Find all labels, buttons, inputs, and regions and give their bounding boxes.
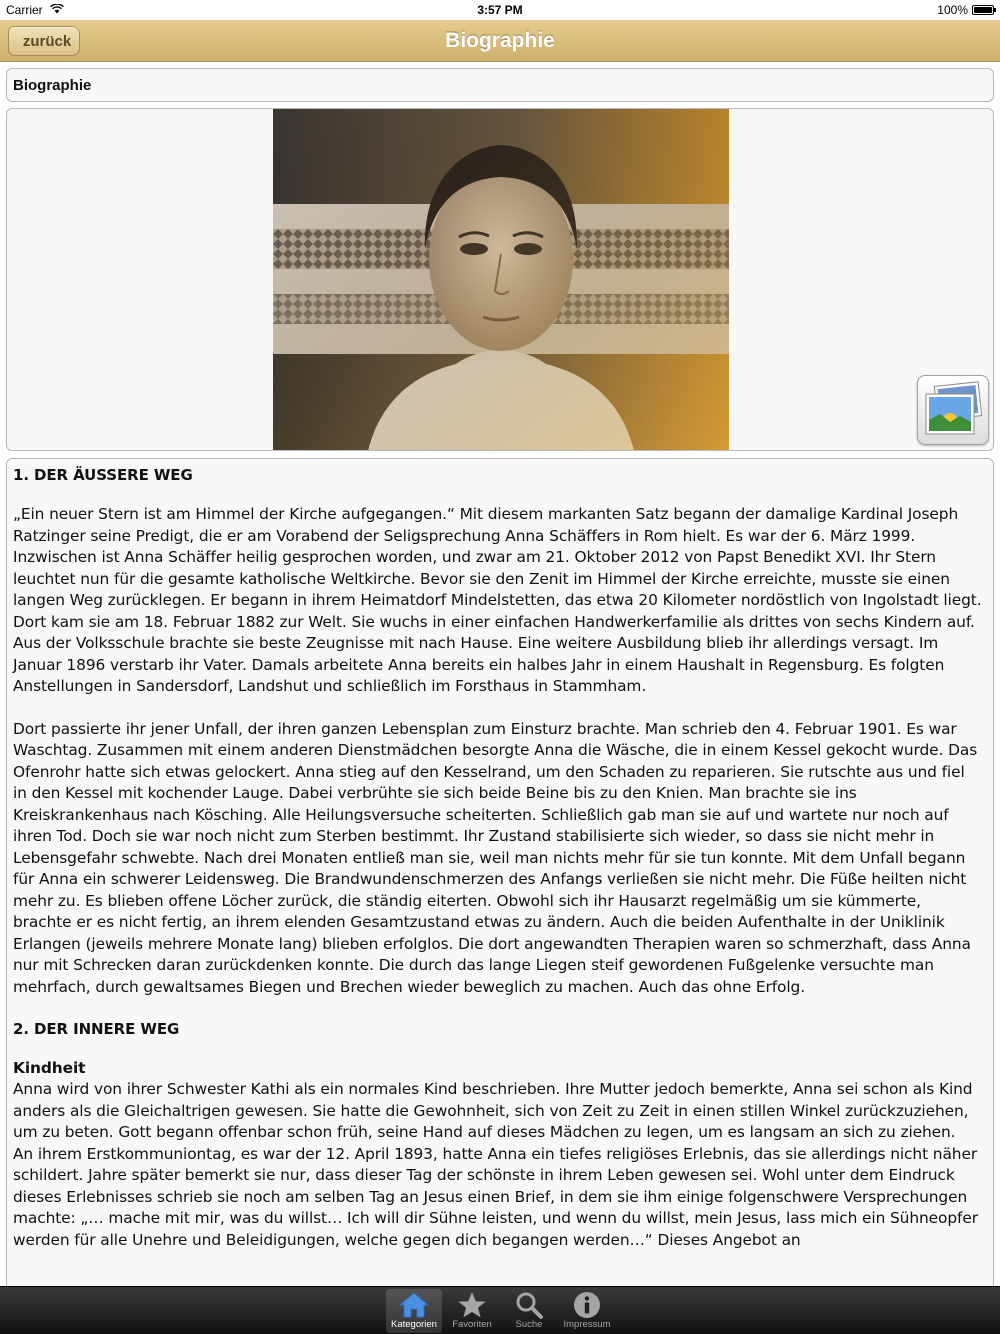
carrier-label: Carrier: [6, 3, 43, 17]
tab-kategorien[interactable]: [386, 1289, 442, 1333]
paragraph: Dort passierte ihr jener Unfall, der ihren ganzen Lebensplan zum Einsturz brachte. Man schrieb den 4. Februar 1901. Es war Waschtag. Zusammen mit einem anderen Dienstmädchen besorgte Anna die Wäsche, die in einem Kessel gekocht wurde. Das Ofenrohr hatte sich etwas gelockert. Anna stieg auf den Kesselrand, um den Schaden zu reparieren. Sie rutschte aus und fiel in den Kessel mit kochender Lauge. Dabei verbrühte sie sich beide Beine bis zu den Knien. Man brachte sie ins Kreiskrankenhaus nach Kösching. Alle Heilungsversuche scheiterten. Schließlich gab man sie auf und wartete nur noch auf ihren Tod. Doch sie war noch nicht zum Sterben bestimmt. Ihr Zustand stabilisierte sich wieder, so dass sie nicht mehr in Lebensgefahr schwebte. Nach drei Monaten entließ man sie, weil man nichts mehr für sie tun konnte. Mit dem Unfall begann für Anna ein schwerer Leidensweg. Die Brandwundenschmerzen des Anfangs verließen sie nicht mehr. Die Füße heilten nicht mehr zu. Es blieben offene Löcher zurück, die ständig eiterten. Obwohl sich ihr Hausarzt regelmäßig um sie kümmerte, brachte er es nicht fertig, an ihrem elenden Gesamtzustand etwas zu ändern. Auch die beiden Aufenthalte in der Uniklinik Erlangen (jeweils mehrere Monate lang) blieben erfolglos. Die dort angewandten Therapien waren so schmerzhaft, dass Anna nur mit Schrecken daran zurückdenken konnte. Die durch das lange Liegen steif gewordenen Fußgelenke versuchte man mehrfach, durch gewaltsames Biegen und Brechen wieder beweglich zu machen. Auch das ohne Erfolg.: [13, 719, 978, 996]
info-icon: [572, 1291, 602, 1319]
status-bar: [0, 0, 1000, 20]
home-icon: [399, 1291, 429, 1319]
paragraph: Anna wird von ihrer Schwester Kathi als ein normales Kind beschrieben. Ihre Mutter jedoch bemerkte, Anna sei schon als Kind anders als die Gleichaltrigen gewesen. Sie hatte die Gewohnheit, sich von Zeit zu Zeit in einen stillen Winkel zurückzuziehen, um zu beten. Gott begann offenbar schon früh, seine Hand auf dieses Mädchen zu legen, um es langsam an sich zu ziehen.: [13, 1080, 973, 1141]
tab-impressum[interactable]: [559, 1289, 615, 1333]
section-header-title: Biographie: [13, 77, 92, 94]
page-title: Biographie: [445, 29, 555, 52]
tab-label: Suche: [515, 1319, 543, 1330]
gallery-button[interactable]: [917, 375, 989, 445]
navigation-bar: [0, 20, 1000, 62]
section-header: [6, 68, 994, 102]
section-heading: 1. DER ÄUSSERE WEG: [13, 466, 193, 484]
search-icon: [514, 1291, 544, 1319]
subheading: Kindheit: [13, 1059, 86, 1077]
back-button-label: zurück: [22, 32, 72, 50]
biography-text: [13, 465, 983, 1251]
section-heading: 2. DER INNERE WEG: [13, 1020, 180, 1038]
gallery-icon: [918, 376, 990, 446]
paragraph: „Ein neuer Stern ist am Himmel der Kirche aufgegangen.“ Mit diesem markanten Satz begann der damalige Kardinal Joseph Ratzinger seine Predigt, die er am Vorabend der Seligsprechung Anna Schäffers in Rom hielt. Es war der 6. März 1999. Inzwischen ist Anna Schäffer heilig gesprochen worden, und zwar am 21. Oktober 2012 von Papst Benedikt XVI. Ihr Stern leuchtet nun für die gesamte katholische Weltkirche. Bevor sie den Zenit im Himmel der Kirche erreichte, musste sie einen langen Weg zurücklegen. Er begann in ihrem Heimatdorf Mindelstetten, das etwa 20 Kilometer nordöstlich von Ingolstadt liegt. Dort kam sie am 18. Februar 1882 zur Welt. Sie wuchs in einer einfachen Handwerkerfamilie als drittes von sechs Kindern auf. Aus der Volksschule brachte sie beste Zeugnisse mit nach Hause. Eine weitere Ausbildung blieb ihr allerdings versagt. Im Januar 1896 verstarb ihr Vater. Damals arbeitete Anna bereits ein halbes Jahr in einem Haushalt in Regensburg. Es folgten Anstellungen in Sandersdorf, Landshut und schließlich im Forsthaus in Stammham.: [13, 505, 982, 695]
portrait-photo[interactable]: [273, 109, 729, 451]
tab-bar: [0, 1286, 1000, 1334]
clock: 3:57 PM: [477, 3, 523, 17]
paragraph: An ihrem Erstkommuniontag, es war der 12. April 1893, hatte Anna ein tiefes religiöses Erlebnis, das sie allerdings nicht näher schildert. Jahre später bemerkt sie nur, dass dieser Tag der schönste in ihrem Leben gewesen sei. Wohl unter dem Eindruck dieses Erlebnisses schrieb sie noch am selben Tag an Jesus einen Brief, in dem sie ihm einige folgenschwere Versprechungen machte: „… mache mit mir, was du willst… Ich will dir Sühne leisten, und wenn du willst, mein Jesus, lass mich ein Sühneopfer werden für alle Unehre und Beleidigungen, welche gegen dich begangen werden…“ Dieses Angebot an: [13, 1144, 978, 1249]
battery-percentage: 100%: [937, 3, 968, 17]
back-button[interactable]: [8, 26, 80, 56]
biography-text-panel[interactable]: [6, 458, 994, 1288]
tab-suche[interactable]: [501, 1289, 557, 1333]
tab-label: Impressum: [563, 1319, 611, 1330]
tab-favoriten[interactable]: [444, 1289, 500, 1333]
tab-label: Favoriten: [452, 1319, 492, 1330]
battery-icon: [972, 5, 994, 15]
image-panel: [6, 108, 994, 451]
tab-label: Kategorien: [391, 1319, 437, 1330]
star-icon: [457, 1291, 487, 1319]
